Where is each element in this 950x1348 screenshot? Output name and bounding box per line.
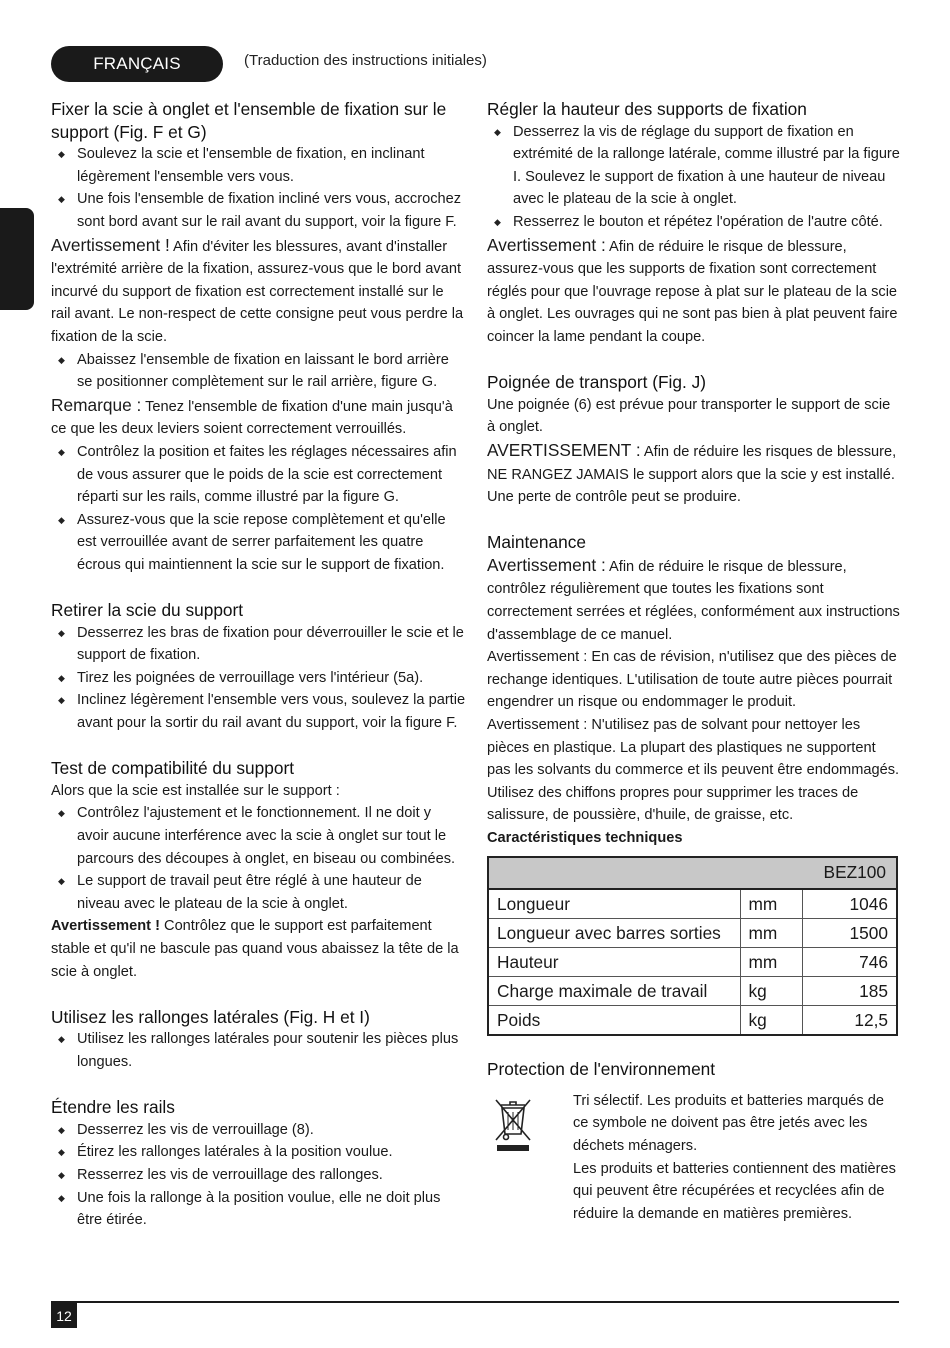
note-label: Remarque : (51, 394, 142, 415)
bullet-item: ◆ Une fois l'ensemble de fixation incliné vers vous, accrochez sont bord avant sur le rail avant du support, voir la figure F. (51, 188, 466, 233)
section-title-carry-handle: Poignée de transport (Fig. J) (487, 372, 707, 393)
bullet-item: ◆ Resserrez le bouton et répétez l'opération de l'autre côté. (487, 211, 902, 234)
warning-paragraph (487, 554, 902, 646)
bullet-item: ◆ Contrôlez la position et faites les réglages nécessaires afin de vous assurer que le poids de la scie est correctement réparti sur les rails, comme illustré par la figure G. (51, 441, 466, 509)
bullet-item: ◆ Desserrez les bras de fixation pour déverrouiller le scie et le support de fixation. (51, 622, 466, 667)
bullet-list (51, 349, 466, 394)
table-row (488, 918, 897, 947)
section-intro: Alors que la scie est installée sur le support : (51, 782, 340, 799)
bullet-list (51, 143, 466, 233)
bullet-item: ◆ Tirez les poignées de verrouillage vers l'intérieur (5a). (51, 667, 466, 690)
bullet-item: ◆ Resserrez les vis de verrouillage des rallonges. (51, 1164, 466, 1187)
warning-text: Contrôlez que le support est parfaitement stable et qu'il ne bascule pas quand vous abaissez la tête de la scie à onglet. (51, 918, 459, 980)
footer-rule (51, 1301, 899, 1303)
spec-value: 1046 (802, 889, 897, 919)
spec-name: Hauteur (488, 947, 740, 976)
paragraph: Avertissement : N'utilisez pas de solvant pour nettoyer les pièces en plastique. La plupart des plastiques ne supportent pas les solvants du commerce et ils peuvent être endommagés. Utilisez des chiffons propres pour supprimer les traces de salissure, de poussière, d'huile, de graisse, etc. (487, 717, 900, 824)
section-title-compatibility: Test de compatibilité du support (51, 758, 295, 779)
table-row (488, 947, 897, 976)
warning-label: Avertissement : (487, 554, 606, 575)
spec-value: 12,5 (802, 1005, 897, 1035)
language-badge: FRANÇAIS (51, 46, 223, 82)
section-title-environment: Protection de l'environnement (487, 1059, 716, 1080)
note-text: Tenez l'ensemble de fixation d'une main jusqu'à ce que les deux leviers soient correctement verrouillés. (51, 398, 453, 438)
paragraph: Tri sélectif. Les produits et batteries marqués de ce symbole ne doivent pas être jetés avec les déchets ménagers. (573, 1092, 884, 1154)
spec-unit: kg (740, 976, 802, 1005)
specs-title: Caractéristiques techniques (487, 830, 683, 846)
spec-value: 185 (802, 976, 897, 1005)
warning-label: Avertissement ! (51, 918, 160, 935)
spec-value: 1500 (802, 918, 897, 947)
bullet-item: ◆ Utilisez les rallonges latérales pour soutenir les pièces plus longues. (51, 1028, 466, 1073)
bullet-list (51, 802, 466, 915)
section-title-maintenance: Maintenance (487, 532, 586, 553)
bullet-item: ◆ Contrôlez l'ajustement et le fonctionnement. Il ne doit y avoir aucune interférence avec la scie à onglet sur tout le parcours des découpes à onglet, en biseau ou combinées. (51, 802, 466, 870)
bullet-item: ◆ Abaissez l'ensemble de fixation en laissant le bord arrière se positionner complètement sur le rail arrière, figure G. (51, 349, 466, 394)
table-row (488, 889, 897, 919)
bullet-item: ◆ Étirez les rallonges latérales à la position voulue. (51, 1141, 466, 1164)
right-column (487, 98, 902, 1225)
page-number: 12 (51, 1303, 77, 1328)
crossed-out-wheelie-bin-icon (487, 1090, 573, 1226)
section-title-remove-saw: Retirer la scie du support (51, 600, 244, 621)
specs-table (487, 856, 898, 1036)
translation-note: (Traduction des instructions initiales) (244, 52, 487, 69)
bullet-list (51, 622, 466, 735)
warning-text: Afin de réduire le risque de blessure, assurez-vous que les supports de fixation sont correctement réglés pour que l'ouvrage repose à plat sur le plateau de la scie à onglet. Les ouvrages qui ne sont pas bien à plat peuvent faire coincer la lame pendant la coupe. (487, 238, 898, 345)
specs-header-row (488, 857, 897, 889)
warning-text: Afin d'éviter les blessures, avant d'installer l'extrémité arrière de la fixation, assurez-vous que le bord avant incurvé du support de fixation est correctement installé sur le rail avant. Le non-respect de cette consigne peut vous perdre la fixation de la scie. (51, 238, 464, 345)
bullet-item: ◆ Soulevez la scie et l'ensemble de fixation, en inclinant légèrement l'ensemble vers vous. (51, 143, 466, 188)
bullet-item: ◆ Assurez-vous que la scie repose complètement et qu'elle est verrouillée avant de serrer parfaitement les quatre écrous qui maintiennent la scie sur le support de fixation. (51, 509, 466, 577)
warning-label: Avertissement ! (51, 234, 170, 255)
bullet-item: ◆ Desserrez les vis de verrouillage (8). (51, 1119, 466, 1142)
spec-name: Longueur avec barres sorties (488, 918, 740, 947)
specs-model-header: BEZ100 (488, 857, 897, 889)
bullet-list (51, 441, 466, 577)
bullet-item: ◆ Desserrez la vis de réglage du support de fixation en extrémité de la rallonge latérale, comme illustré par la figure I. Soulevez le support de fixation à une hauteur de niveau avec le plateau de la scie à onglet. (487, 121, 902, 211)
bullet-item: ◆ Le support de travail peut être réglé à une hauteur de niveau avec le plateau de la scie à onglet. (51, 870, 466, 915)
warning-label: Avertissement : (487, 234, 606, 255)
warning-text: Afin de réduire le risque de blessure, contrôlez régulièrement que toutes les fixations sont correctement serrées et réglées, conformément aux instructions d'assemblage de ce manuel. (487, 558, 900, 643)
environment-block (487, 1090, 902, 1226)
paragraph: Avertissement : En cas de révision, n'utilisez que des pièces de rechange identiques. L'utilisation de toute autre pièces pourrait engendrer un risque ou endommager le produit. (487, 649, 897, 711)
spec-unit: mm (740, 918, 802, 947)
environment-text (573, 1090, 902, 1226)
bullet-list (487, 121, 902, 234)
side-tab-marker (0, 208, 34, 310)
spec-unit: kg (740, 1005, 802, 1035)
bullet-list (51, 1119, 466, 1232)
bullet-list (51, 1028, 466, 1073)
warning-paragraph (487, 439, 902, 509)
section-title-extend-rails: Étendre les rails (51, 1097, 175, 1118)
spec-name: Charge maximale de travail (488, 976, 740, 1005)
table-row (488, 1005, 897, 1035)
paragraph: Les produits et batteries contiennent des matières qui peuvent être récupérées et recyclées afin de réduire la demande en matières premières. (573, 1160, 896, 1222)
spec-unit: mm (740, 947, 802, 976)
warning-label: AVERTISSEMENT : (487, 439, 641, 460)
section-title-mount-saw: Fixer la scie à onglet et l'ensemble de fixation sur le support (Fig. F et G) (51, 99, 447, 142)
warning-text: Afin de réduire les risques de blessure, NE RANGEZ JAMAIS le support alors que la scie y est installé. Une perte de contrôle peut se produire. (487, 443, 897, 506)
left-column (51, 98, 466, 1232)
warning-paragraph (51, 234, 466, 349)
spec-unit: mm (740, 889, 802, 919)
warning-paragraph (51, 915, 466, 983)
table-row (488, 976, 897, 1005)
bullet-item: ◆ Une fois la rallonge à la position voulue, elle ne doit plus être étirée. (51, 1187, 466, 1232)
spec-value: 746 (802, 947, 897, 976)
bullet-item: ◆ Inclinez légèrement l'ensemble vers vous, soulevez la partie avant pour la sortir du rail avant du support, voir la figure F. (51, 689, 466, 734)
section-title-adjust-height: Régler la hauteur des supports de fixation (487, 99, 807, 119)
spec-name: Poids (488, 1005, 740, 1035)
warning-paragraph (487, 234, 902, 349)
section-title-side-extensions: Utilisez les rallonges latérales (Fig. H et I) (51, 1006, 370, 1027)
spec-name: Longueur (488, 889, 740, 919)
paragraph: Une poignée (6) est prévue pour transporter le support de scie à onglet. (487, 396, 891, 436)
note-paragraph (51, 394, 466, 441)
